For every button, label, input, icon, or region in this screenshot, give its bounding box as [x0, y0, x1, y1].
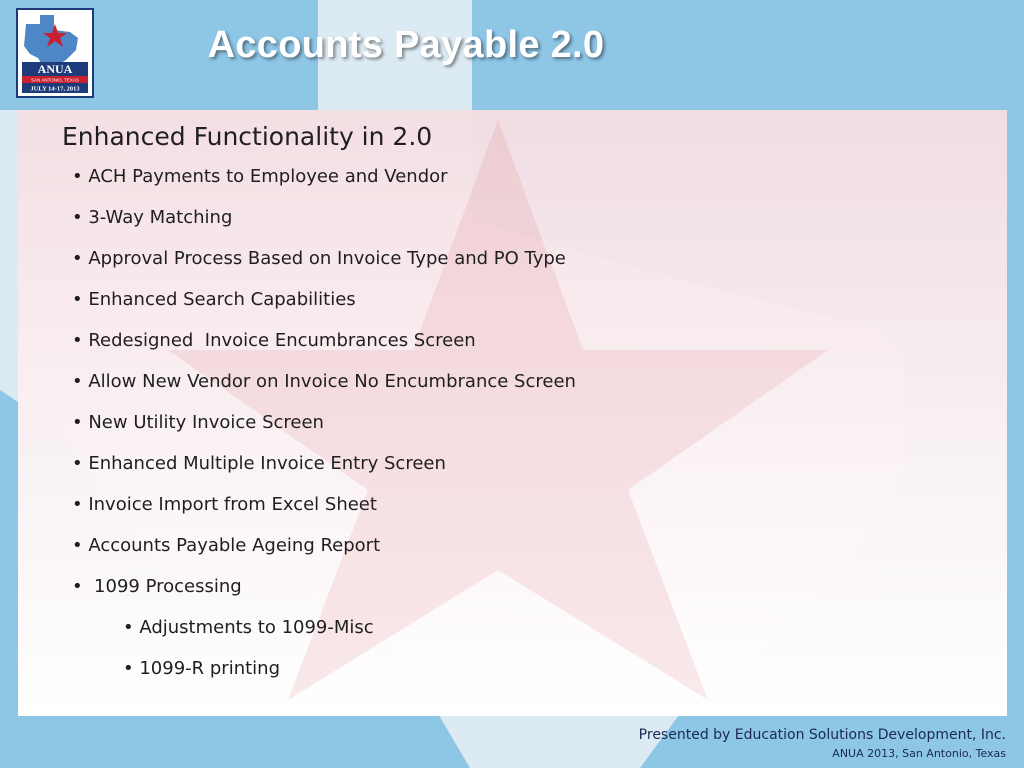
slide-title: Accounts Payable 2.0	[207, 24, 605, 66]
list-subitem: • Adjustments to 1099-Misc	[123, 617, 374, 638]
list-item: • Accounts Payable Ageing Report	[72, 535, 381, 556]
feature-list	[62, 165, 962, 698]
list-item: • Allow New Vendor on Invoice No Encumbrance Screen	[72, 371, 576, 392]
list-item: • New Utility Invoice Screen	[72, 412, 324, 433]
list-item: • Redesigned Invoice Encumbrances Screen	[72, 330, 476, 351]
content-subtitle: Enhanced Functionality in 2.0	[62, 122, 433, 151]
list-item: • Enhanced Search Capabilities	[72, 289, 356, 310]
footer	[639, 727, 1006, 760]
list-item: • Approval Process Based on Invoice Type and PO Type	[72, 248, 566, 269]
logo-name: ANUA	[37, 62, 73, 76]
slide-content	[62, 122, 962, 698]
list-item: • Enhanced Multiple Invoice Entry Screen	[72, 453, 446, 474]
list-item: • ACH Payments to Employee and Vendor	[72, 166, 448, 187]
list-item: • Invoice Import from Excel Sheet	[72, 494, 377, 515]
list-item: • 3-Way Matching	[72, 207, 233, 228]
logo-dates: JULY 14-17, 2013	[30, 85, 80, 93]
logo-location: SAN ANTONIO, TEXAS	[31, 77, 79, 83]
footer-event: ANUA 2013, San Antonio, Texas	[832, 747, 1006, 760]
content-panel	[18, 110, 1007, 716]
list-item: • 1099 Processing	[72, 576, 242, 597]
footer-presenter: Presented by Education Solutions Development, Inc.	[638, 727, 1006, 743]
list-subitem: • 1099-R printing	[123, 658, 280, 679]
